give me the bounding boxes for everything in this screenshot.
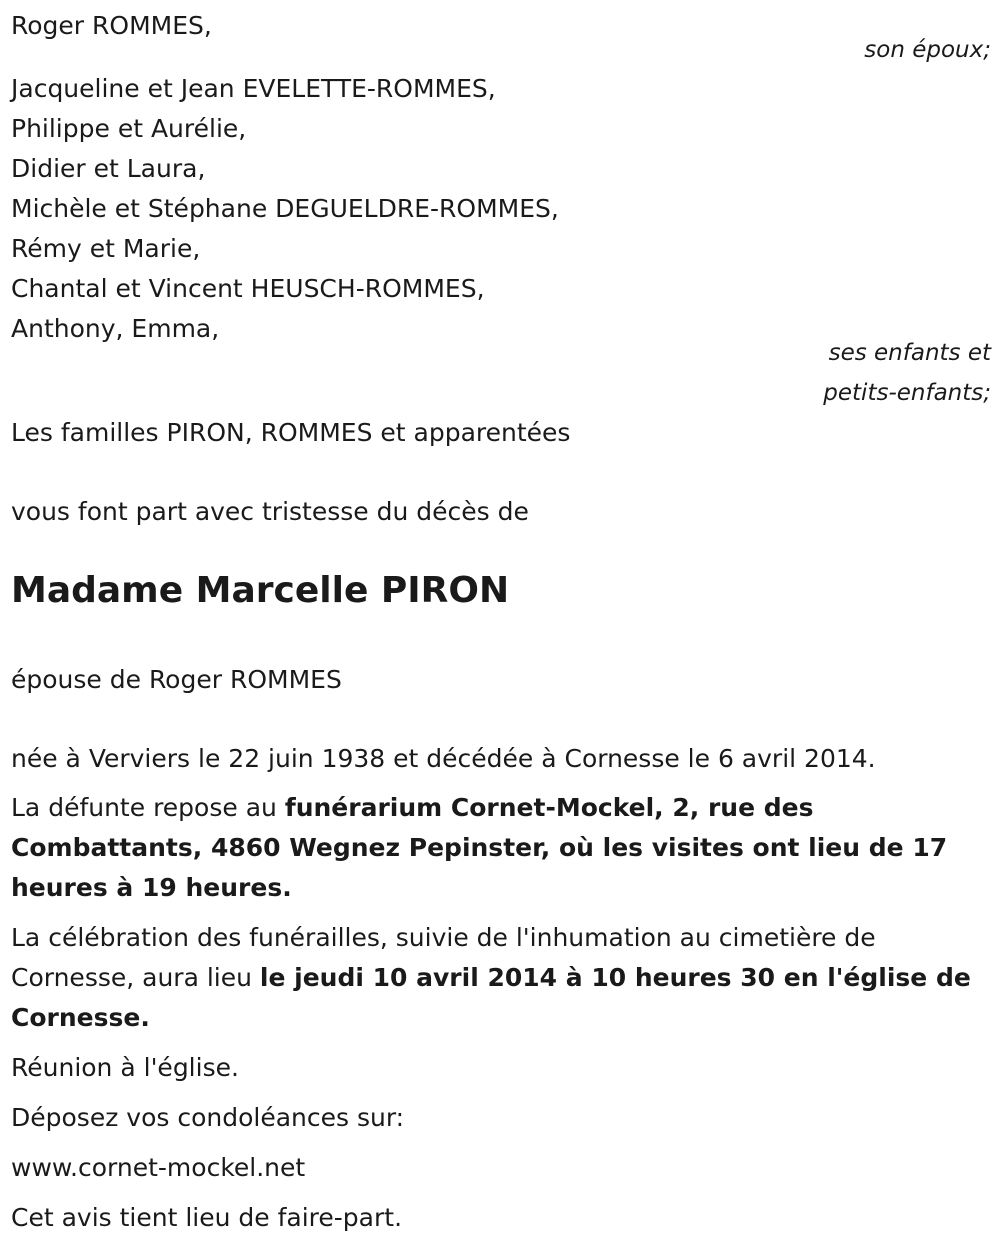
- dates-line: née à Verviers le 22 juin 1938 et décédée à Cornesse le 6 avril 2014.: [11, 744, 876, 773]
- repose-paragraph: [11, 788, 971, 908]
- child-line: Jacqueline et Jean EVELETTE-ROMMES,: [11, 74, 496, 103]
- ceremony-details: le jeudi 10 avril 2014 à 10 heures 30 en l'église de Cornesse.: [11, 963, 971, 1032]
- child-line: Michèle et Stéphane DEGUELDRE-ROMMES,: [11, 194, 559, 223]
- child-line: Rémy et Marie,: [11, 234, 201, 263]
- spouse-name: Roger ROMMES,: [11, 11, 212, 40]
- spouse-role: son époux;: [864, 37, 991, 63]
- repose-details: funérarium Cornet-Mockel, 2, rue des Combattants, 4860 Wegnez Pepinster, où les visites ont lieu de 17 heures à 19 heures.: [11, 793, 948, 902]
- children-role: petits-enfants;: [823, 380, 991, 406]
- ceremony-paragraph: [11, 918, 971, 1038]
- repose-intro: La défunte repose au: [11, 793, 285, 822]
- condolences-line: Déposez vos condoléances sur:: [11, 1103, 405, 1132]
- child-line: Philippe et Aurélie,: [11, 114, 247, 143]
- deceased-name: Madame Marcelle PIRON: [11, 570, 510, 611]
- families-line: Les familles PIRON, ROMMES et apparentées: [11, 418, 571, 447]
- notice-line: Cet avis tient lieu de faire-part.: [11, 1203, 403, 1232]
- child-line: Anthony, Emma,: [11, 314, 220, 343]
- spouse-of-line: épouse de Roger ROMMES: [11, 665, 342, 694]
- children-role: ses enfants et: [828, 340, 991, 366]
- child-line: Didier et Laura,: [11, 154, 206, 183]
- website-link[interactable]: www.cornet-mockel.net: [11, 1153, 306, 1182]
- ceremony-intro: La célébration des funérailles, suivie de l'inhumation au cimetière de Cornesse, aura lieu: [11, 923, 876, 992]
- child-line: Chantal et Vincent HEUSCH-ROMMES,: [11, 274, 485, 303]
- reunion-line: Réunion à l'église.: [11, 1053, 239, 1082]
- announce-line: vous font part avec tristesse du décès de: [11, 497, 529, 526]
